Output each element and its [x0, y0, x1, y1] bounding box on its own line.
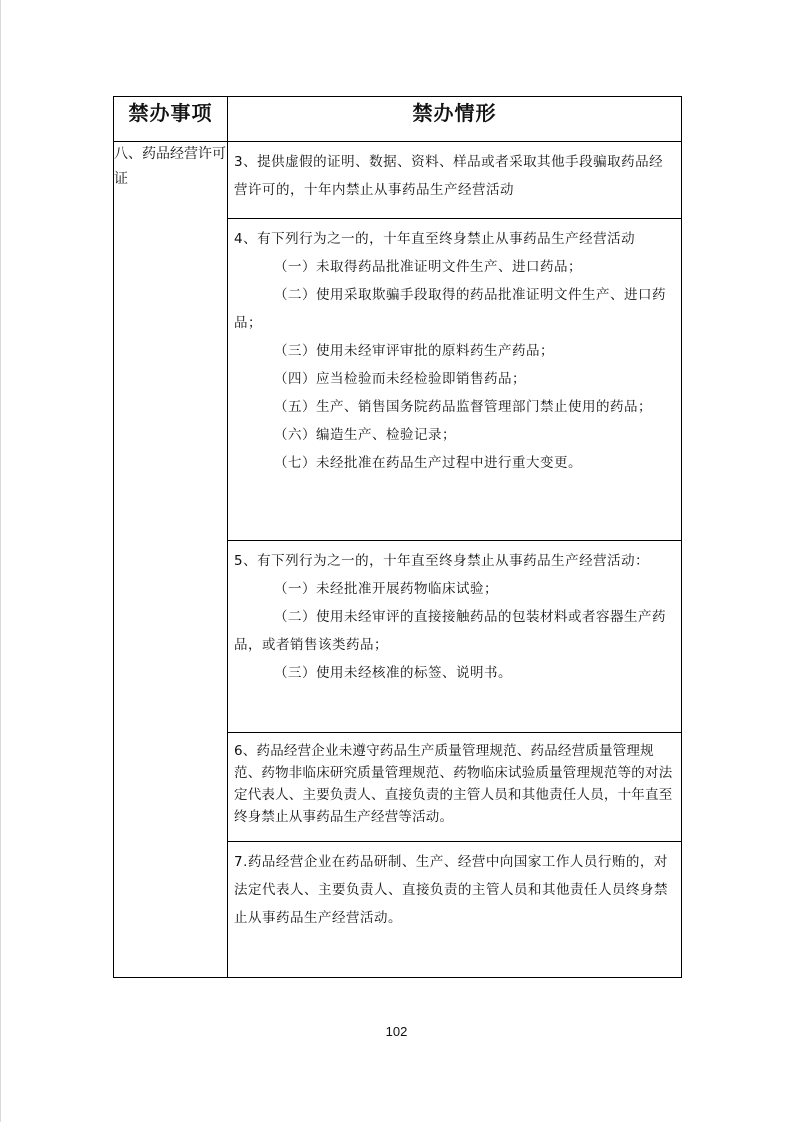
situation-cell	[228, 219, 682, 541]
table-header-row	[114, 97, 682, 142]
header-prohibited-item: 禁办事项	[114, 97, 228, 142]
situation-item: （四）应当检验而未经检验即销售药品；	[274, 371, 526, 387]
situation-item: （七）未经批准在药品生产过程中进行重大变更。	[274, 455, 582, 471]
page-number: 102	[385, 1024, 408, 1039]
prohibition-table	[113, 96, 682, 978]
header-prohibited-situation: 禁办情形	[228, 97, 682, 142]
situation-item: （五）生产、销售国务院药品监督管理部门禁止使用的药品；	[274, 399, 652, 415]
situation-text: 3、提供虚假的证明、数据、资料、样品或者采取其他手段骗取药品经营许可的，十年内禁止从事药品生产经营活动	[234, 154, 664, 198]
situation-cell	[228, 142, 682, 219]
page-edge-rule	[0, 0, 1, 1122]
situation-text: 4、有下列行为之一的，十年直至终身禁止从事药品生产经营活动	[234, 231, 636, 247]
situation-item: （二）使用采取欺骗手段取得的药品批准证明文件生产、进口药品；	[234, 287, 666, 331]
situation-cell	[228, 541, 682, 733]
situation-cell	[228, 842, 682, 978]
situation-text: 7.药品经营企业在药品研制、生产、经营中向国家工作人员行贿的，对法定代表人、主要负责人、直接负责的主管人员和其他责任人员终身禁止从事药品生产经营活动。	[234, 854, 668, 926]
category-cell: 八、药品经营许可证	[114, 142, 228, 978]
situation-item: （三）使用未经核准的标签、说明书。	[274, 665, 512, 681]
situation-text: 6、药品经营企业未遵守药品生产质量管理规范、药品经营质量管理规范、药物非临床研究质量管理规范、药物临床试验质量管理规范等的对法定代表人、主要负责人、直接负责的主管人员和其他责任人员，十年直至终身禁止从事药品生产经营等活动。	[234, 743, 673, 825]
situation-item: （六）编造生产、检验记录；	[274, 427, 456, 443]
situation-item: （一）未经批准开展药物临床试验；	[274, 581, 498, 597]
situation-cell	[228, 733, 682, 842]
situation-text: 5、有下列行为之一的，十年直至终身禁止从事药品生产经营活动：	[234, 553, 650, 569]
situation-item: （二）使用未经审评的直接接触药品的包装材料或者容器生产药品，或者销售该类药品；	[234, 609, 666, 653]
situation-item: （一）未取得药品批准证明文件生产、进口药品；	[274, 259, 582, 275]
table-row	[114, 142, 682, 219]
situation-item: （三）使用未经审评审批的原料药生产药品；	[274, 343, 554, 359]
